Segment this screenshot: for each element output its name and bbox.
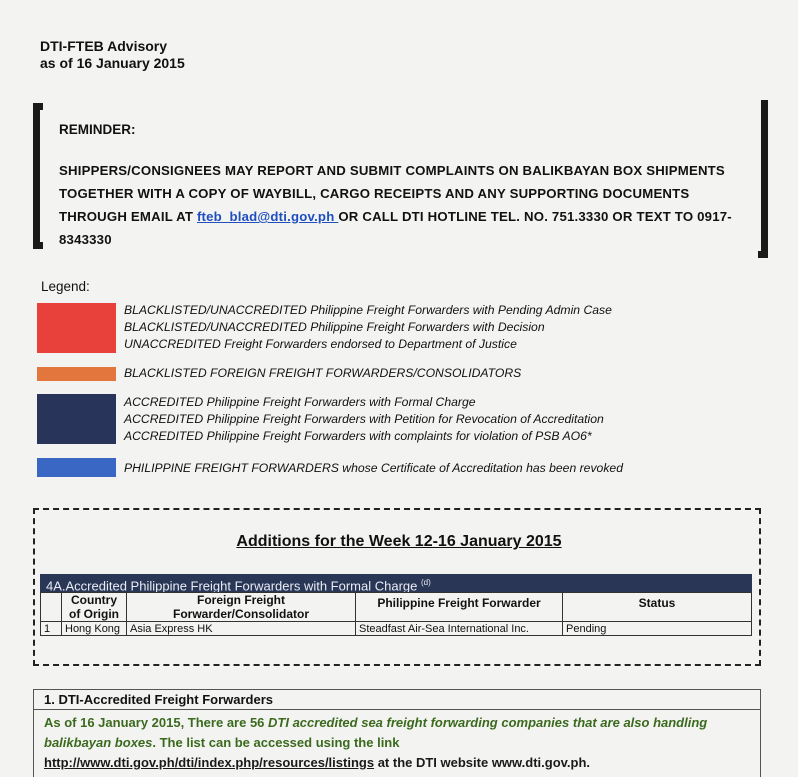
reminder-text-end: OR CALL DTI HOTLINE TEL. NO. 751.3330 OR TEXT TO 0917-8343330 [59,209,732,247]
legend-title: Legend: [41,279,90,294]
col-foreign: Foreign Freight Forwarder/Consolidator [127,593,356,622]
reminder-text-start: SHIPPERS/CONSIGNEES MAY REPORT AND SUBMIT COMPLAINTS ON BALIKBAYAN BOX SHIPMENTS TOGETHER WITH A COPY OF WAYBILL, CARGO RECEIPTS AND ANY SUPPORTING DOCUMENTS THROUGH EMAIL AT [59,163,725,224]
legend-swatch-navy [37,394,116,444]
row-country: Hong Kong [62,622,127,636]
legend-item: BLACKLISTED/UNACCREDITED Philippine Freight Forwarders with Pending Admin Case [124,303,612,317]
table-header-row [41,593,752,622]
listings-link[interactable]: http://www.dti.gov.ph/dti/index.php/resources/listings [44,755,375,770]
legend-swatch-blue [37,458,116,477]
legend-group-orange [124,365,521,382]
table-row [41,622,752,636]
reminder-title: REMINDER: [59,122,136,137]
legend-item: BLACKLISTED/UNACCREDITED Philippine Freight Forwarders with Decision [124,320,545,334]
complaint-email-link[interactable]: fteb_blad@dti.gov.ph [196,209,339,224]
accredited-text: As of 16 January 2015, There are 56 DTI accredited sea freight forwarding companies that are also handling balikbayan boxes. The list can be accessed using the link http://www.dti.gov.ph/dti/index.php/resources/listings at the DTI website www.dti.gov.ph. [44,715,708,770]
reminder-bracket-left [33,103,43,249]
row-foreign-forwarder: Asia Express HK [127,622,356,636]
reminder-bracket-right [758,100,768,258]
table-category-note: (d) [421,578,431,587]
accredited-heading: 1. DTI-Accredited Freight Forwarders [34,690,760,710]
legend-item: PHILIPPINE FREIGHT FORWARDERS whose Certificate of Accreditation has been revoked [124,461,623,475]
legend-group-red [124,302,612,353]
legend-item: ACCREDITED Philippine Freight Forwarders with Petition for Revocation of Accreditation [124,412,604,426]
legend-item: BLACKLISTED FOREIGN FREIGHT FORWARDERS/CONSOLIDATORS [124,366,522,380]
additions-title: Additions for the Week 12-16 January 2015 [236,533,562,550]
row-status: Pending [563,622,752,636]
legend-item: ACCREDITED Philippine Freight Forwarders with Formal Charge [124,395,476,409]
additions-table [40,592,752,636]
col-status: Status [563,593,752,622]
reminder-text [59,159,751,251]
advisory-title: DTI-FTEB Advisory [40,38,168,54]
legend-group-navy [124,394,604,445]
table-category-band [40,574,752,592]
table-category-label: 4A.Accredited Philippine Freight Forwarders with Formal Charge [46,578,418,594]
legend-swatch-orange [37,367,116,381]
col-country: Country of Origin [62,593,127,622]
legend-swatch-red [37,303,116,353]
col-philippine: Philippine Freight Forwarder [356,593,563,622]
legend-item: UNACCREDITED Freight Forwarders endorsed to Department of Justice [124,337,517,351]
advisory-header [40,38,185,72]
legend-group-blue [124,460,623,477]
legend-item: ACCREDITED Philippine Freight Forwarders with complaints for violation of PSB AO6* [124,429,592,443]
advisory-date: as of 16 January 2015 [40,55,185,71]
row-philippine-forwarder: Steadfast Air-Sea International Inc. [356,622,563,636]
row-number: 1 [41,622,62,636]
